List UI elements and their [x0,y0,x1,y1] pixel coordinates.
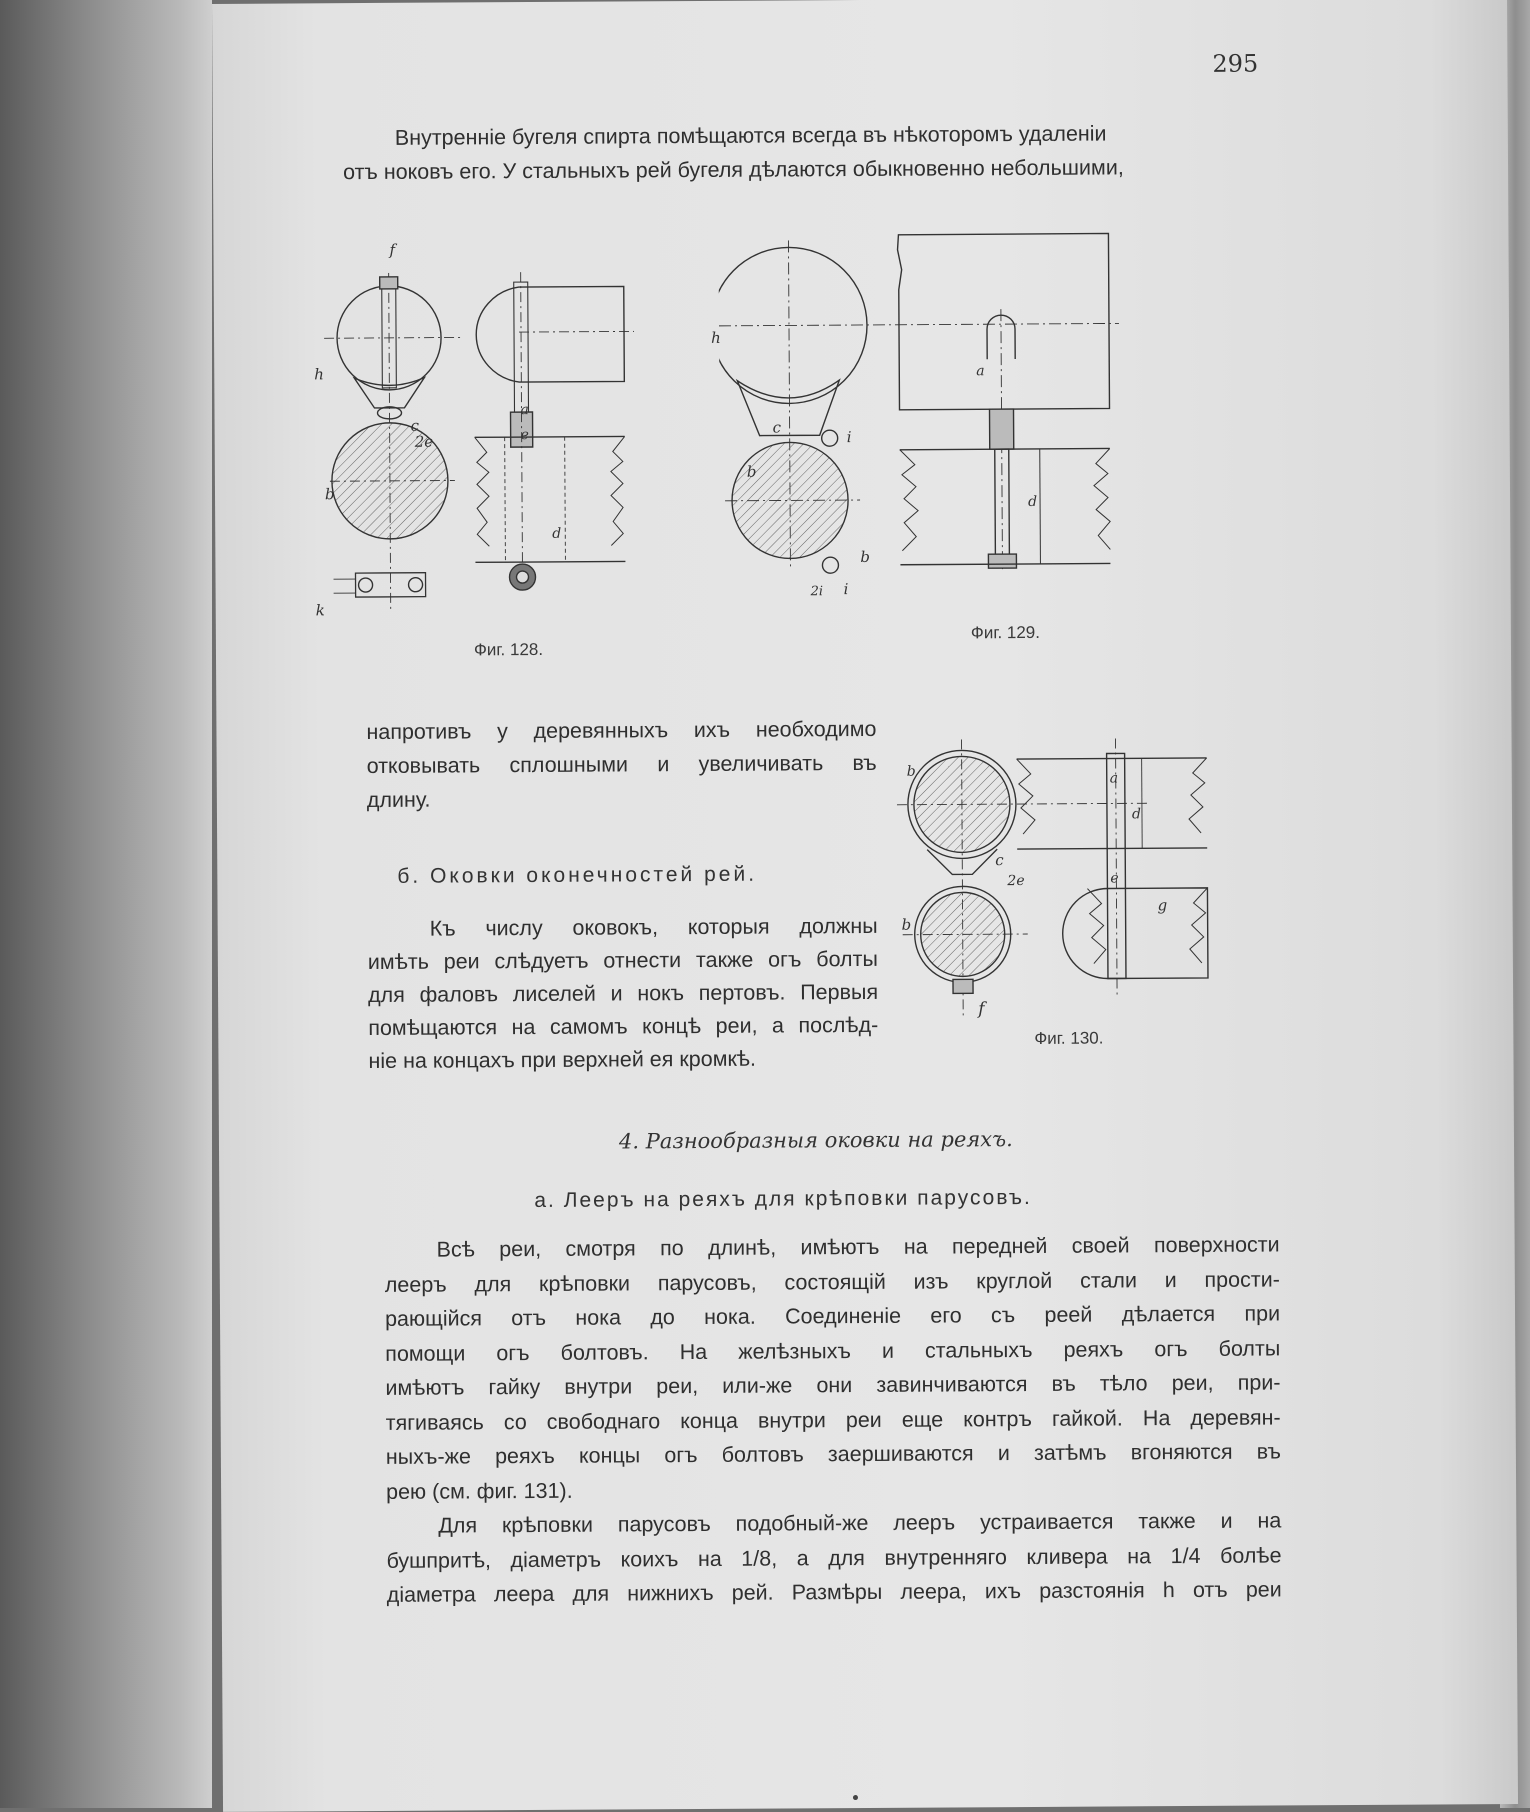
fig128-label-d: d [552,526,561,542]
paragraph-mid [366,712,877,817]
fig128-label-e: e [521,427,529,443]
paragraph-a1 [385,1227,1282,1508]
fig129-label-c: c [773,418,782,436]
book-page [212,0,1518,1812]
page-speck [853,1795,858,1800]
fig129-label-b2: b [860,548,870,566]
fig129-label-d: d [1028,494,1037,510]
text-line: рею (см. фиг. 131). [386,1469,1281,1509]
fig130-label-g: g [1157,896,1167,914]
text-line: рающiйся отъ нока до нока. Соединенiе его съ реей дѣлается при [385,1296,1280,1336]
text-line: для фаловъ лиселей и нокъ пертовъ. Первыя [368,976,878,1012]
fig128-label-2e: 2e [415,433,434,451]
text-line: Внутреннiе бугеля спирта помѣщаются всегда въ нѣкоторомъ удаленiи [343,116,1243,155]
fig130-label-f: f [978,999,984,1019]
fig130-label-a: a [1110,770,1118,786]
text-line: Всѣ реи, смотря по длинѣ, имѣютъ на передней своей поверхности [385,1227,1280,1267]
fig128-label-a: a [520,402,528,418]
text-line: тягиваясь со свободнаго конца внутри реи еще контръ гайкой. На деревян- [386,1400,1281,1440]
figure-128-caption: Фиг. 128. [474,640,543,660]
text-line: бушпритѣ, дiаметръ коихъ на 1/8, а для внутренняго кливера на 1/4 болѣе [386,1538,1281,1578]
text-line: имѣютъ гайку внутри реи, или-же они завинчиваются въ тѣло реи, при- [385,1365,1280,1405]
fig130-label-d: d [1132,806,1141,822]
text-line: помѣщаются на самомъ концѣ реи, а послѣд- [368,1009,878,1045]
fig129-label-a: a [976,363,984,379]
text-line: длину. [367,780,877,817]
figure-128 [324,271,686,633]
fig129-label-h: h [711,329,721,347]
figure-129-caption: Фиг. 129. [971,623,1040,643]
paragraph-a2 [386,1503,1282,1612]
heading-b: б. Оковки оконечностей рей. [397,863,757,889]
fig129-label-i: i [847,428,852,446]
text-line: лееръ для крѣповки парусовъ, состоящiй изъ круглой стали и прости- [385,1262,1280,1302]
text-line: отъ ноковъ его. У стальныхъ рей бугеля дѣлаются обыкновенно небольшими, [343,150,1243,189]
text-line: Для крѣповки парусовъ подобный-же лееръ устраивается также и на [386,1503,1281,1543]
fig128-label-f: f [389,241,395,259]
section-heading: 4. Разнообразныя оковки на реяхъ. [619,1127,1013,1153]
figure-129 [718,228,1120,600]
fig128-label-k: k [316,601,325,619]
fig128-label-b: b [325,485,335,503]
fig128-label-h: h [314,365,324,383]
figure-130-caption: Фиг. 130. [1034,1029,1103,1049]
fig129-label-i2: i [844,580,849,598]
text-line: имѣть реи слѣдуетъ отнести также огъ болты [368,943,878,979]
text-line: отковывать сплошными и увеличивать въ [367,746,877,783]
fig129-label-b: b [747,463,757,481]
fig130-label-c: c [995,851,1004,869]
fig130-label-b: b [907,764,916,780]
text-line: помощи огъ болтовъ. На желѣзныхъ и стальныхъ реяхъ огъ болты [385,1331,1280,1371]
text-line: ныхъ-же реяхъ концы огъ болтовъ заершиваются и затѣмъ вгоняются въ [386,1434,1281,1474]
fig128-label-c: c [411,417,420,435]
text-line: напротивъ у деревянныхъ ихъ необходимо [366,712,876,749]
page-number: 295 [1212,50,1258,78]
text-line: дiаметра леера для нижнихъ рей. Размѣры леера, ихъ разстоянiя h отъ реи [387,1572,1282,1612]
paragraph-top [343,116,1243,189]
subheading-a: а. Лееръ на реяхъ для крѣповки парусовъ. [534,1186,1032,1213]
fig130-label-b2: b [902,916,912,934]
text-line: Къ числу оковокъ, которыя должны [368,910,878,946]
figure-130 [897,738,1229,1030]
paragraph-b [368,910,879,1078]
fig129-label-2i: 2i [811,584,824,599]
scan-left-margin [0,0,212,1808]
text-line: нiе на концахъ при верхней ея кромкѣ. [368,1042,878,1078]
fig130-label-e: e [1110,870,1118,886]
fig130-label-2e: 2e [1007,873,1024,889]
